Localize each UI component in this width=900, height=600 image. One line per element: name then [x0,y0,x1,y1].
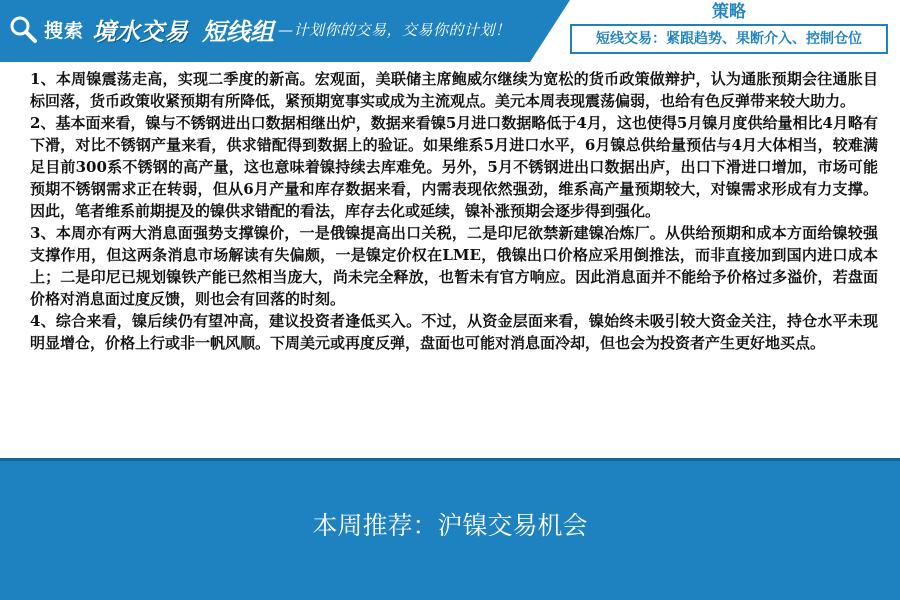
slogan: —计划你的交易，交易你的计划！ [278,20,511,39]
strategy-title: 策略 [712,2,746,22]
recommendation-text: 本周推荐：沪镍交易机会 [312,511,588,540]
footer-rule [0,458,900,461]
brand-name: 境水交易 [92,17,189,46]
paragraph-1: 1、本周镍震荡走高，实现二季度的新高。宏观面，美联储主席鲍威尔继续为宽松的货币政策做辩护，认为通胀预期会往通胀目标回落，货币政策收紧预期有所降低，紧预期宽事实或成为主流观点。美元本周表现震荡偏弱，也给有色反弹带来较大助力。 [30,70,878,110]
logo [8,10,511,48]
header-diagonal [530,0,570,62]
paragraph-2: 2、基本面来看，镍与不锈钢进出口数据相继出炉，数据来看镍5月进口数据略低于4月，这也使得5月镍月度供给量相比4月略有下滑，对比不锈钢产量来看，供求错配得到数据上的验证。如果维系5月进口水平，6月镍总供给量预估与4月大体相当，较难满足目前300系不锈钢的高产量，这也意味着镍持续去库难免。另外，5月不锈钢进出口数据出庐，出口下滑进口增加，市场可能预期不锈钢需求正在转弱，但从6月产量和库存数据来看，内需表现依然强劲，维系高产量预期较大，对镍需求形成有力支撑。因此，笔者维系前期提及的镍供求错配的看法，库存去化或延续，镍补涨预期会逐步得到强化。 [30,114,878,220]
footer-banner [0,458,900,600]
logo-word: 搜索 [44,19,85,42]
paragraph-4: 4、综合来看，镍后续仍有望冲高，建议投资者逢低买入。不过，从资金层面来看，镍始终未吸引较大资金关注，持仓水平未现明显增仓，价格上行或非一帆风顺。下周美元或再度反弹，盘面也可能对消息面冷却，但也会为投资者产生更好地买点。 [30,312,878,352]
paragraph-3: 3、本周亦有两大消息面强势支撑镍价，一是俄镍提高出口关税，二是印尼欲禁新建镍冶炼厂。从供给预期和成本方面给镍较强支撑作用，但这两条消息市场解读有失偏颇，一是镍定价权在LME，俄镍出口价格应采用倒推法，而非直接加到国内进口成本上；二是印尼已规划镍铁产能已然相当庞大，尚未完全释放，也暂未有官方响应。因此消息面并不能给予价格过多溢价，若盘面价格对消息面过度反馈，则也会有回落的时刻。 [30,224,878,308]
strategy-text: 短线交易：紧跟趋势、果断介入、控制仓位 [570,24,888,54]
header-banner [0,0,900,62]
search-icon [8,14,38,44]
strategy-box [570,2,888,57]
group-name: 短线组 [202,16,275,46]
article-body [30,68,878,354]
